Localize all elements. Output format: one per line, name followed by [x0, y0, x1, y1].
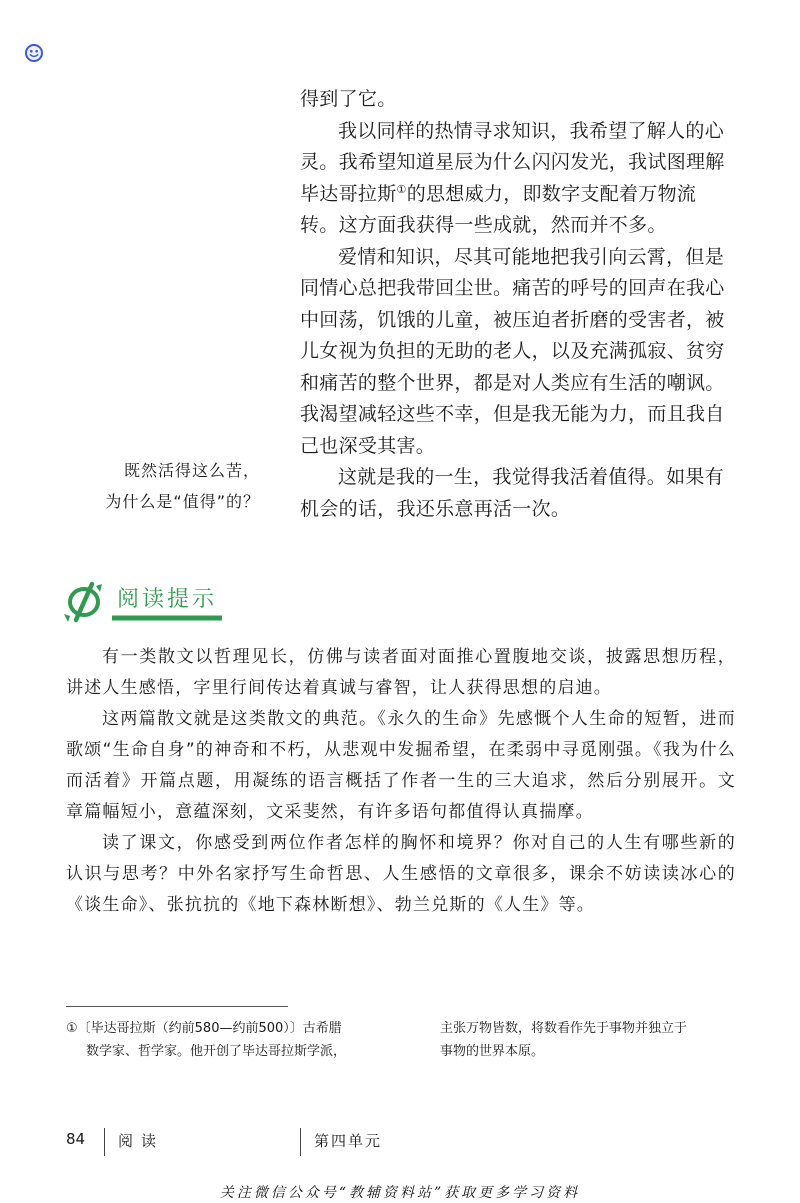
footnote-left — [66, 1017, 411, 1063]
smiley-face-icon — [24, 43, 44, 63]
paragraph-3: 爱情和知识，尽其可能地把我引向云霄，但是同情心总把我带回尘世。痛苦的呼号的回声在我心中回荡，饥饿的儿童，被压迫者折磨的受害者，被儿女视为负担的无助的老人，以及充满孤寂、贫穷和痛苦的整个世界，都是对人类应有生活的嘲讽。我渴望减轻这些不幸，但是我无能为力，而且我自己也深受其害。 — [300, 245, 725, 457]
hint-paragraph-1: 有一类散文以哲理见长，仿佛与读者面对面推心置腹地交谈，披露思想历程，讲述人生感悟，字里行间传达着真诚与睿智，让人获得思想的启迪。 — [66, 647, 736, 698]
footnote-line-4: 事物的世界本原。 — [440, 1044, 545, 1059]
side-note-line-2: 为什么是“值得”的？ — [105, 492, 260, 511]
footnote-line-1: ①〔毕达哥拉斯（约前580—约前500）〕古希腊 — [66, 1021, 342, 1036]
main-text-column — [300, 84, 732, 525]
paragraph-2-end: 的思想威力，即数字支配着万物流转。这方面我获得一些成就，然而并不多。 — [300, 182, 697, 236]
side-note — [60, 455, 260, 517]
side-note-line-1: 既然活得这么苦， — [123, 461, 260, 480]
footnote-line-2: 数学家、哲学家。他开创了毕达哥拉斯学派， — [86, 1044, 347, 1059]
footnote-right — [440, 1017, 740, 1063]
page-number: 84 — [66, 1130, 86, 1148]
reading-hint-title: 阅读提示 — [117, 587, 218, 612]
hint-paragraph-3: 读了课文，你感受到两位作者怎样的胸怀和境界？你对自己的人生有哪些新的认识与思考？中外名家抒写生命哲思、人生感悟的文章很多，课余不妨读读冰心的《谈生命》、张抗抗的《地下森林断想》、勃兰兑斯的《人生》等。 — [66, 833, 736, 915]
footer-divider-2 — [300, 1128, 301, 1156]
paragraph-1: 得到了它。 — [300, 88, 397, 110]
hint-paragraph-2: 这两篇散文就是这类散文的典范。《永久的生命》先感慨个人生命的短暂，进而歌颂“生命自身”的神奇和不朽，从悲观中发掘希望，在柔弱中寻觅刚强。《我为什么而活着》开篇点题，用凝练的语言概括了作者一生的三大追求，然后分别展开。文章篇幅短小，意蕴深刻，文采斐然，有许多语句都值得认真揣摩。 — [66, 709, 736, 822]
paragraph-2 — [300, 116, 732, 242]
footer-section: 阅读 — [118, 1132, 165, 1150]
footnote-marker: ① — [396, 182, 407, 196]
leaf-swirl-icon — [64, 584, 102, 622]
paragraph-2-start: 我以同样的热情寻求知识，我希望了解人的心灵。我希望知道星辰为什么闪闪发光，我试图理解毕达哥拉斯 — [300, 119, 725, 205]
paragraph-4: 这就是我的一生，我觉得我活着值得。如果有机会的话，我还乐意再活一次。 — [300, 466, 725, 520]
footnote-line-3: 主张万物皆数，将数看作先于事物并独立于 — [440, 1021, 688, 1036]
footer-unit: 第四单元 — [314, 1132, 383, 1150]
reading-hint-body — [66, 642, 736, 921]
footer-divider-1 — [104, 1128, 105, 1156]
watermark-text: 关注微信公众号“教辅资料站”获取更多学习资料 — [219, 1185, 581, 1201]
footnote-divider — [66, 1006, 288, 1007]
